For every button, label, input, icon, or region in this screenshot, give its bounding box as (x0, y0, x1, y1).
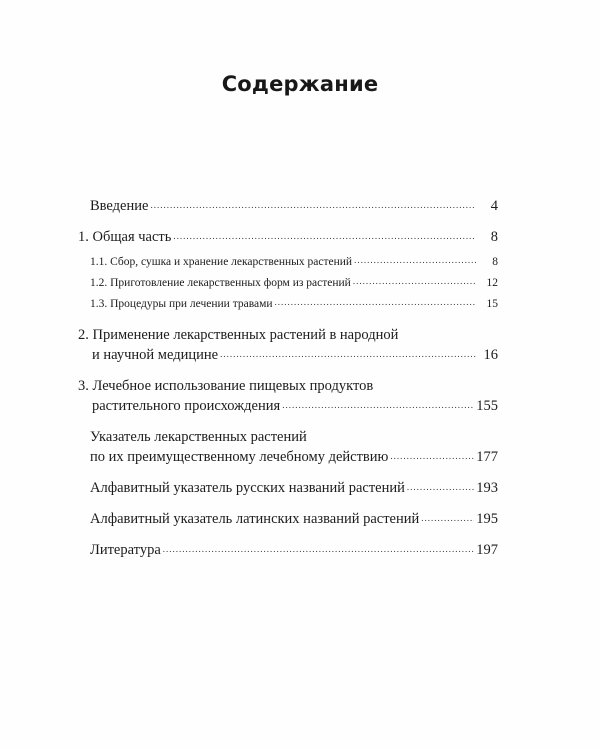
toc-page-number: 177 (476, 449, 498, 465)
toc-entry-label: Лечебное использование пищевых продуктов (92, 378, 374, 394)
toc-entry-label: Общая часть (92, 229, 172, 245)
leader-dots (275, 292, 476, 313)
page-title: Содержание (221, 72, 379, 96)
toc-entry-label: 1.2. Приготовление лекарственных форм из растений (90, 277, 351, 289)
toc-entry-label: Введение (90, 198, 149, 214)
toc-page-number: 155 (476, 398, 498, 414)
toc-entry-number: 2. (78, 327, 89, 343)
toc-subentry-1-2[interactable] (90, 273, 498, 294)
toc-entry-label-cont: по их преимущественному лечебному действию (90, 449, 389, 465)
table-of-contents (78, 196, 498, 571)
leader-dots (173, 226, 476, 246)
toc-entry-part3[interactable] (78, 376, 498, 417)
toc-page-number: 8 (490, 229, 498, 245)
toc-entry-part1[interactable] (78, 227, 498, 248)
toc-page-number: 12 (486, 277, 498, 289)
toc-entry-literature[interactable] (78, 540, 498, 561)
toc-entry-label: 1.1. Сбор, сушка и хранение лекарственных растений (90, 256, 353, 268)
leader-dots (421, 508, 474, 528)
toc-entry-intro[interactable] (78, 196, 498, 217)
toc-page-number: 197 (476, 542, 498, 558)
toc-entry-index-russian[interactable] (78, 478, 498, 499)
toc-page-number: 15 (486, 298, 498, 310)
leader-dots (390, 446, 474, 466)
toc-page-number: 16 (483, 347, 498, 363)
leader-dots (150, 195, 476, 215)
toc-entry-label: Указатель лекарственных растений (90, 429, 307, 445)
toc-entry-number: 1. (78, 229, 89, 245)
toc-subentry-1-1[interactable] (90, 252, 498, 273)
toc-entry-label: Применение лекарственных растений в народной (92, 327, 399, 343)
leader-dots (353, 271, 476, 292)
toc-entry-number: 3. (78, 378, 89, 394)
toc-subentry-1-3[interactable] (90, 294, 498, 315)
toc-entry-label: 1.3. Процедуры при лечении травами (90, 298, 273, 310)
toc-entry-label: Алфавитный указатель русских названий растений (90, 480, 405, 496)
toc-entry-label: Литература (90, 542, 161, 558)
toc-entry-index-action[interactable] (78, 427, 498, 468)
toc-page-number: 8 (492, 256, 498, 268)
toc-entry-label: Алфавитный указатель латинских названий растений (90, 511, 420, 527)
toc-entry-label-cont: растительного происхождения (92, 398, 281, 414)
toc-entry-part2[interactable] (78, 325, 498, 366)
toc-entry-label-cont: и научной медицине (92, 347, 219, 363)
toc-page-number: 195 (476, 511, 498, 527)
leader-dots (220, 344, 476, 364)
leader-dots (407, 477, 474, 497)
leader-dots (282, 395, 474, 415)
leader-dots (354, 250, 476, 271)
toc-entry-index-latin[interactable] (78, 509, 498, 530)
toc-page-number: 4 (490, 198, 498, 214)
toc-page-number: 193 (476, 480, 498, 496)
leader-dots (163, 539, 474, 559)
